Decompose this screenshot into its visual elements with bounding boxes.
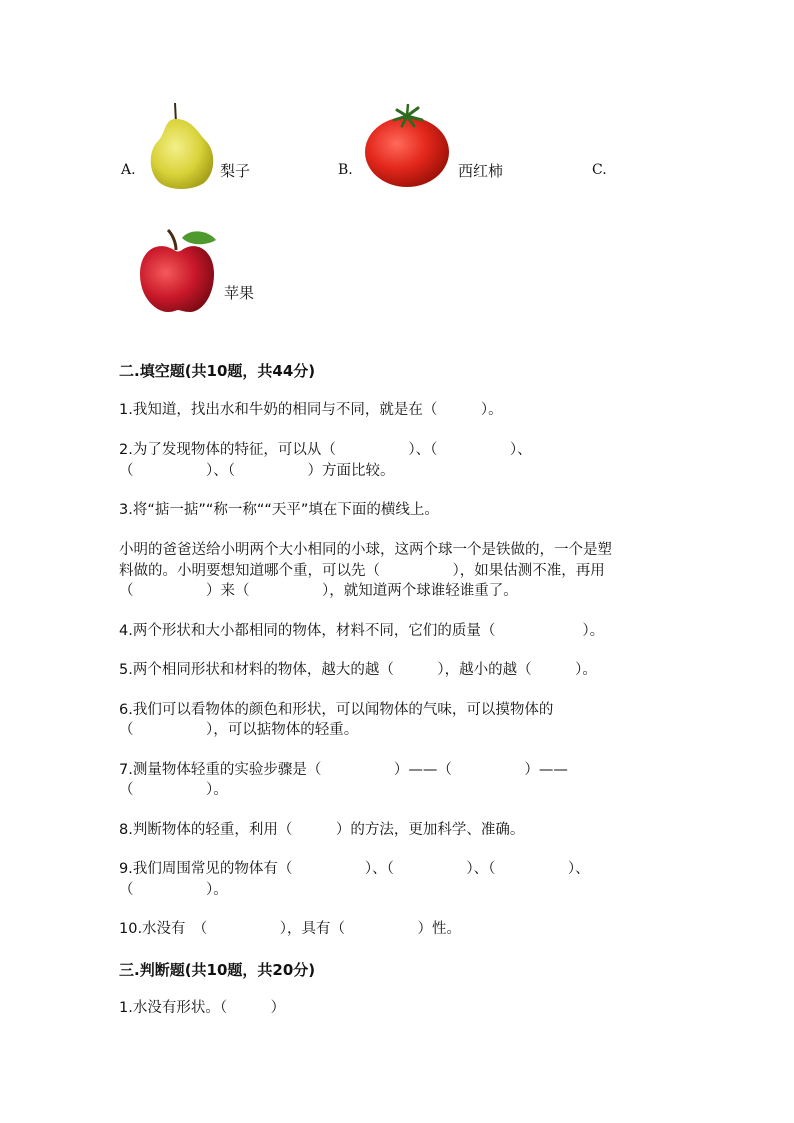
q2-9-line2: （ ）。 bbox=[119, 882, 228, 898]
q2-3-passage-line1: 小明的爸爸送给小明两个大小相同的小球，这两个球一个是铁做的，一个是塑 bbox=[119, 542, 612, 558]
tomato-image bbox=[364, 102, 450, 188]
pear-image bbox=[146, 103, 216, 191]
option-a-label: 梨子 bbox=[220, 162, 251, 180]
q2-7-line2: （ ）。 bbox=[119, 782, 228, 798]
option-c-label: 苹果 bbox=[224, 284, 255, 302]
q2-2-line1: 2.为了发现物体的特征，可以从（ ）、（ ）、 bbox=[119, 442, 532, 458]
section-2-title: 二.填空题(共10题，共44分) bbox=[119, 362, 316, 380]
option-c-letter: C. bbox=[592, 162, 607, 178]
q2-3-passage-line3: （ ）来（ ），就知道两个球谁轻谁重了。 bbox=[119, 583, 518, 599]
q2-2-line2: （ ）、（ ）方面比较。 bbox=[119, 463, 395, 479]
section-3-title: 三.判断题(共10题，共20分) bbox=[119, 961, 316, 979]
q2-8: 8.判断物体的轻重，利用（ ）的方法，更加科学、准确。 bbox=[119, 822, 525, 838]
option-b-letter: B. bbox=[338, 162, 353, 178]
q2-9-line1: 9.我们周围常见的物体有（ ）、（ ）、（ ）、 bbox=[119, 861, 590, 877]
q2-7-line1: 7.测量物体轻重的实验步骤是（ ）——（ ）—— bbox=[119, 762, 568, 778]
q3-1: 1.水没有形状。（ ） bbox=[119, 1000, 286, 1016]
q2-5: 5.两个相同形状和材料的物体，越大的越（ ），越小的越（ ）。 bbox=[119, 662, 597, 678]
q2-6-line1: 6.我们可以看物体的颜色和形状，可以闻物体的气味，可以摸物体的 bbox=[119, 702, 554, 718]
apple-image bbox=[138, 226, 220, 314]
option-a-letter: A. bbox=[121, 162, 136, 178]
q2-3: 3.将“掂一掂”“称一称““天平”填在下面的横线上。 bbox=[119, 502, 439, 518]
option-b-label: 西红柿 bbox=[458, 162, 504, 180]
q2-6-line2: （ ），可以掂物体的轻重。 bbox=[119, 722, 359, 738]
q2-1: 1.我知道，找出水和牛奶的相同与不同，就是在（ ）。 bbox=[119, 402, 503, 418]
q2-10: 10.水没有 （ ），具有（ ）性。 bbox=[119, 921, 462, 937]
q2-3-passage-line2: 料做的。小明要想知道哪个重，可以先（ ），如果估测不准，再用 bbox=[119, 563, 605, 579]
q2-4: 4.两个形状和大小都相同的物体，材料不同，它们的质量（ ）。 bbox=[119, 623, 605, 639]
